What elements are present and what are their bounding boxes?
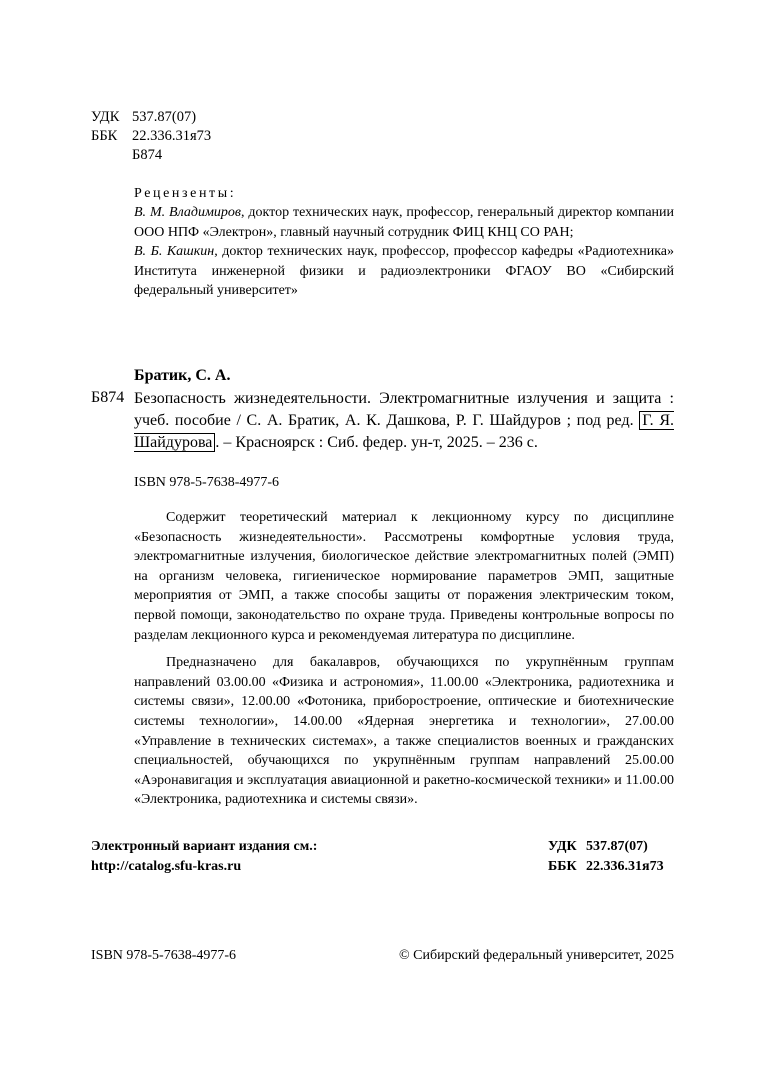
author-mark: Б874 bbox=[132, 147, 163, 163]
annotation bbox=[134, 508, 674, 818]
reviewer-1 bbox=[91, 203, 674, 242]
reviewer-2-text: , доктор технических наук, профессор, профессор кафедры «Радиотехника» Института инженерной физики и радиоэлектроники ФГАОУ ВО «Сибирский федеральный университет» bbox=[134, 244, 674, 299]
annotation-paragraph-2: Предназначено для бакалавров, обучающихся по укрупнённым группам направлений 03.00.00 «Физика и астрономия», 11.00.00 «Электроника, радиотехника и системы связи», 12.00.00 «Фотоника, приборостроение, оптические и биотехнические системы технологии», 14.00.00 «Ядерная энергетика и технологии», 27.00.00 «Управление в технических системах», а также специалистов военных и гражданских специальностей, обучающихся по укрупнённым группам направлений 25.00.00 «Аэронавигация и эксплуатация авиационной и ракетно-космической техники» и 11.00.00 «Электроника, радиотехника и системы связи». bbox=[134, 655, 674, 808]
reviewer-1-text: , доктор технических наук, профессор, генеральный директор компании ООО НПФ «Электрон», главный научный сотрудник ФИЦ КНЦ СО РАН; bbox=[134, 205, 675, 240]
reviewer-2 bbox=[91, 242, 674, 300]
record-author: Братик, С. А. bbox=[134, 367, 231, 384]
record-editor: Г. Я. Шайдурова bbox=[134, 412, 674, 451]
udk-bottom-label: УДК bbox=[548, 839, 577, 854]
reviewer-2-name: В. Б. Кашкин bbox=[134, 244, 215, 260]
record-description-after: . – Красноярск : Сиб. федер. ун-т, 2025. – 236 с. bbox=[215, 434, 538, 451]
record-code: Б874 bbox=[91, 389, 125, 406]
classification-block bbox=[91, 108, 211, 165]
udk-label: УДК bbox=[91, 109, 120, 125]
classification-bottom bbox=[548, 837, 664, 876]
electronic-version-label: Электронный вариант издания см.: bbox=[91, 839, 318, 854]
footer-isbn: ISBN 978-5-7638-4977-6 bbox=[91, 948, 237, 963]
electronic-version-url[interactable]: http://catalog.sfu-kras.ru bbox=[91, 858, 242, 874]
udk-bottom-value: 537.87(07) bbox=[586, 839, 648, 854]
reviewer-1-name: В. М. Владимиров bbox=[134, 205, 241, 221]
reviewers-title: Рецензенты: bbox=[134, 186, 237, 201]
udk-bottom-row bbox=[548, 837, 664, 857]
record-description-before: Безопасность жизнедеятельности. Электромагнитные излучения и защита : учеб. пособие / С. А. Братик, А. К. Дашкова, Р. Г. Шайдуров ; под ред. bbox=[134, 390, 674, 429]
bbk-value: 22.336.31я73 bbox=[132, 128, 212, 144]
udk-value: 537.87(07) bbox=[132, 109, 197, 125]
author-mark-row bbox=[91, 146, 211, 165]
bbk-bottom-row bbox=[548, 857, 664, 877]
record-isbn: ISBN 978-5-7638-4977-6 bbox=[134, 475, 280, 490]
record-description bbox=[134, 388, 674, 454]
electronic-version bbox=[91, 837, 317, 876]
bbk-row bbox=[91, 127, 211, 146]
bbk-bottom-value: 22.336.31я73 bbox=[586, 858, 664, 874]
footer-copyright: © Сибирский федеральный университет, 2025 bbox=[399, 948, 674, 963]
annotation-paragraph-1: Содержит теоретический материал к лекционному курсу по дисциплине «Безопасность жизнедеятельности». Рассмотрены комфортные условия труда, электромагнитные излучения, биологическое действие электромагнитных полей (ЭМП) на организм человека, гигиеническое нормирование параметров ЭМП, защитные мероприятия от ЭМП, а также способы защиты от поражения электрическим током, первой помощи, законодательство по охране труда. Приведены контрольные вопросы по разделам лекционного курса и рекомендуемая литература по дисциплине. bbox=[134, 510, 674, 643]
udk-row bbox=[91, 108, 211, 127]
reviewers-section bbox=[91, 184, 674, 300]
bbk-label: ББК bbox=[91, 128, 118, 144]
bbk-bottom-label: ББК bbox=[548, 858, 577, 874]
